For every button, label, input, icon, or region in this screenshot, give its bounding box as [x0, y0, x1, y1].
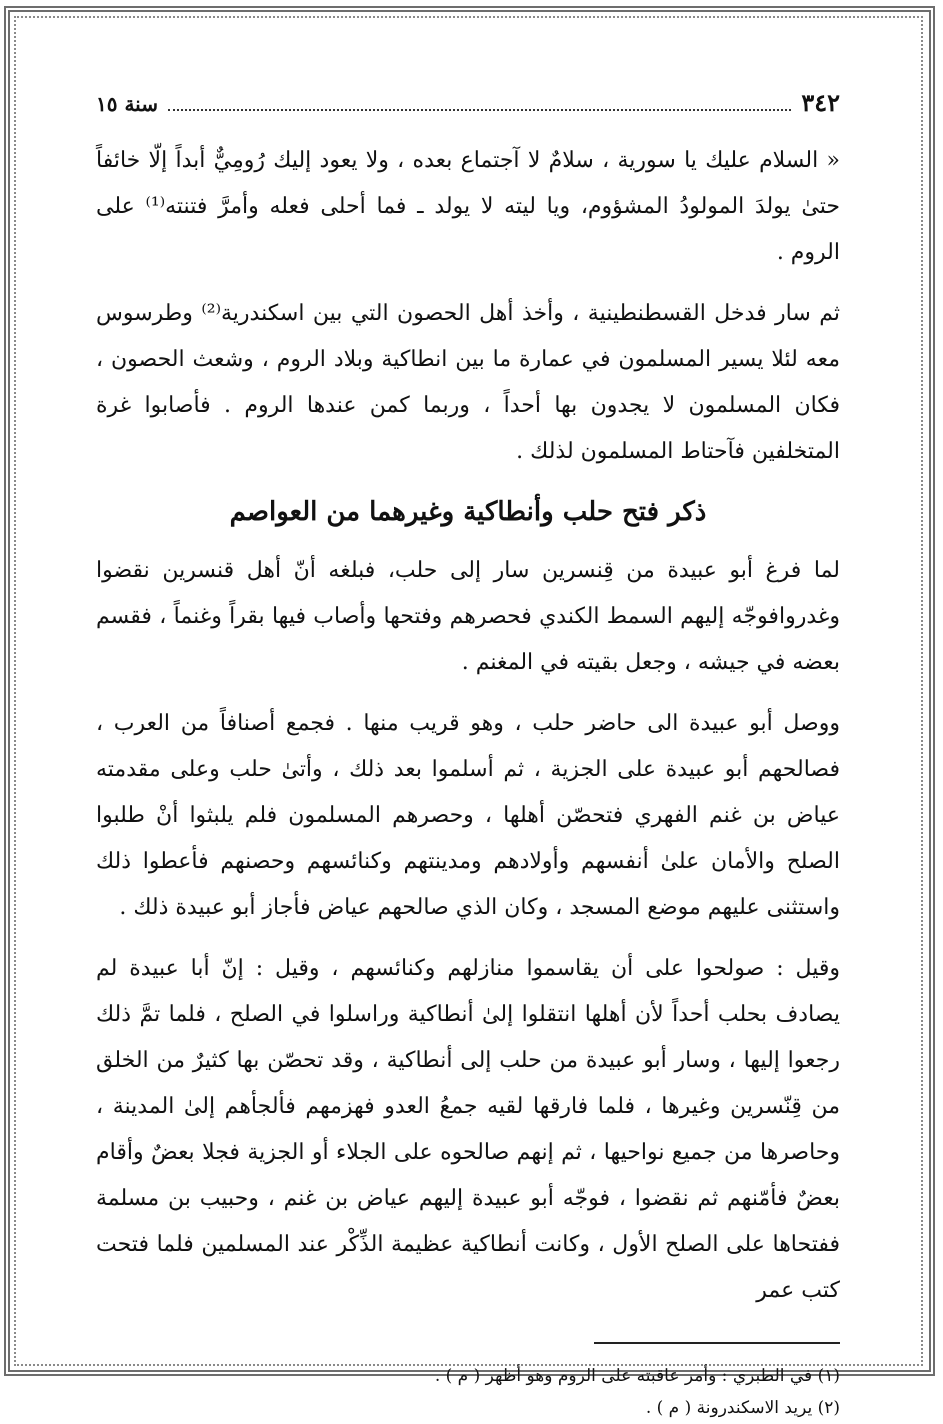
book-page [96, 88, 840, 1424]
header-dotted-leader [168, 95, 791, 111]
paragraph: لما فرغ أبو عبيدة من قِنسرين سار إلى حلب، فبلغه أنّ أهل قنسرين نقضوا وغدروافوجّه إليهم السمط الكندي فحصرهم وفتحها وأصاب فيها بقراً وغنماً ، فقسم بعضه في جيشه ، وجعل بقيته في المغنم . [96, 558, 840, 675]
section-title: ذكر فتح حلب وأنطاكية وغيرهما من العواصم [229, 497, 707, 527]
running-header [96, 88, 840, 124]
footnote-separator [594, 1342, 840, 1344]
paragraph: « السلام عليك يا سورية ، سلامٌ لا آجتماع بعده ، ولا يعود إليك رُومِيٌّ أبداً إلّا خائفاً حتىٰ يولدَ المولودُ المشؤوم، ويا ليته لا يولد ـ فما أحلى فعله وأمرَّ فتنته⁽¹⁾ على الروم . [96, 148, 840, 265]
paragraph: ثم سار فدخل القسطنطينية ، وأخذ أهل الحصون التي بين اسكندرية⁽²⁾ وطرسوس معه لئلا يسير المسلمون في عمارة ما بين انطاكية وبلاد الروم ، وشعث الحصون ، فكان المسلمون لا يجدون بها أحداً ، وربما كمن عندها الروم . فأصابوا غرة المتخلفين فآحتاط المسلمون لذلك . [96, 301, 840, 464]
footnote: (٢) يريد الاسكندرونة ( م ) . [645, 1398, 840, 1418]
page-number: ٣٤٢ [801, 88, 840, 117]
year-label: سنة ١٥ [96, 92, 158, 116]
paragraph: وقيل : صولحوا على أن يقاسموا منازلهم وكنائسهم ، وقيل : إنّ أبا عبيدة لم يصادف بحلب أحداً لأن أهلها انتقلوا إلىٰ أنطاكية وراسلوا في الصلح ، فلما تمَّ ذلك رجعوا إليها ، وسار أبو عبيدة من حلب إلى أنطاكية ، وقد تحصّن بها كثيرٌ من الخلق من قِنّسرين وغيرها ، فلما فارقها لقيه جمعُ العدو فهزمهم فألجأهم إلىٰ المدينة ، وحاصرها من جميع نواحيها ، ثم إنهم صالحوه على الجلاء أو الجزية فجلا بعضٌ وأقام بعضٌ فأمّنهم ثم نقضوا ، فوجّه أبو عبيدة إليهم عياض بن غنم ، وحبيب بن مسلمة ففتحاها على الصلح الأول ، وكانت أنطاكية عظيمة الذِّكْر عند المسلمين فلما فتحت كتب عمر [96, 956, 840, 1303]
footnote: (١) في الطبري : وأمر عاقبته على الروم وهو أظهر ( م ) . [434, 1366, 840, 1386]
paragraph: ووصل أبو عبيدة الى حاضر حلب ، وهو قريب منها . فجمع أصنافاً من العرب ، فصالحهم أبو عبيدة على الجزية ، ثم أسلموا بعد ذلك ، وأتىٰ حلب وعلى مقدمته عياض بن غنم الفهري فتحصّن أهلها ، وحصرهم المسلمون فلم يلبثوا أنْ طلبوا الصلح والأمان علىٰ أنفسهم وأولادهم ومدينتهم وكنائسهم وحصنهم فأعطوا ذلك واستثنى عليهم موضع المسجد ، وكان الذي صالحهم عياض فأجاز أبو عبيدة ذلك . [96, 711, 840, 920]
